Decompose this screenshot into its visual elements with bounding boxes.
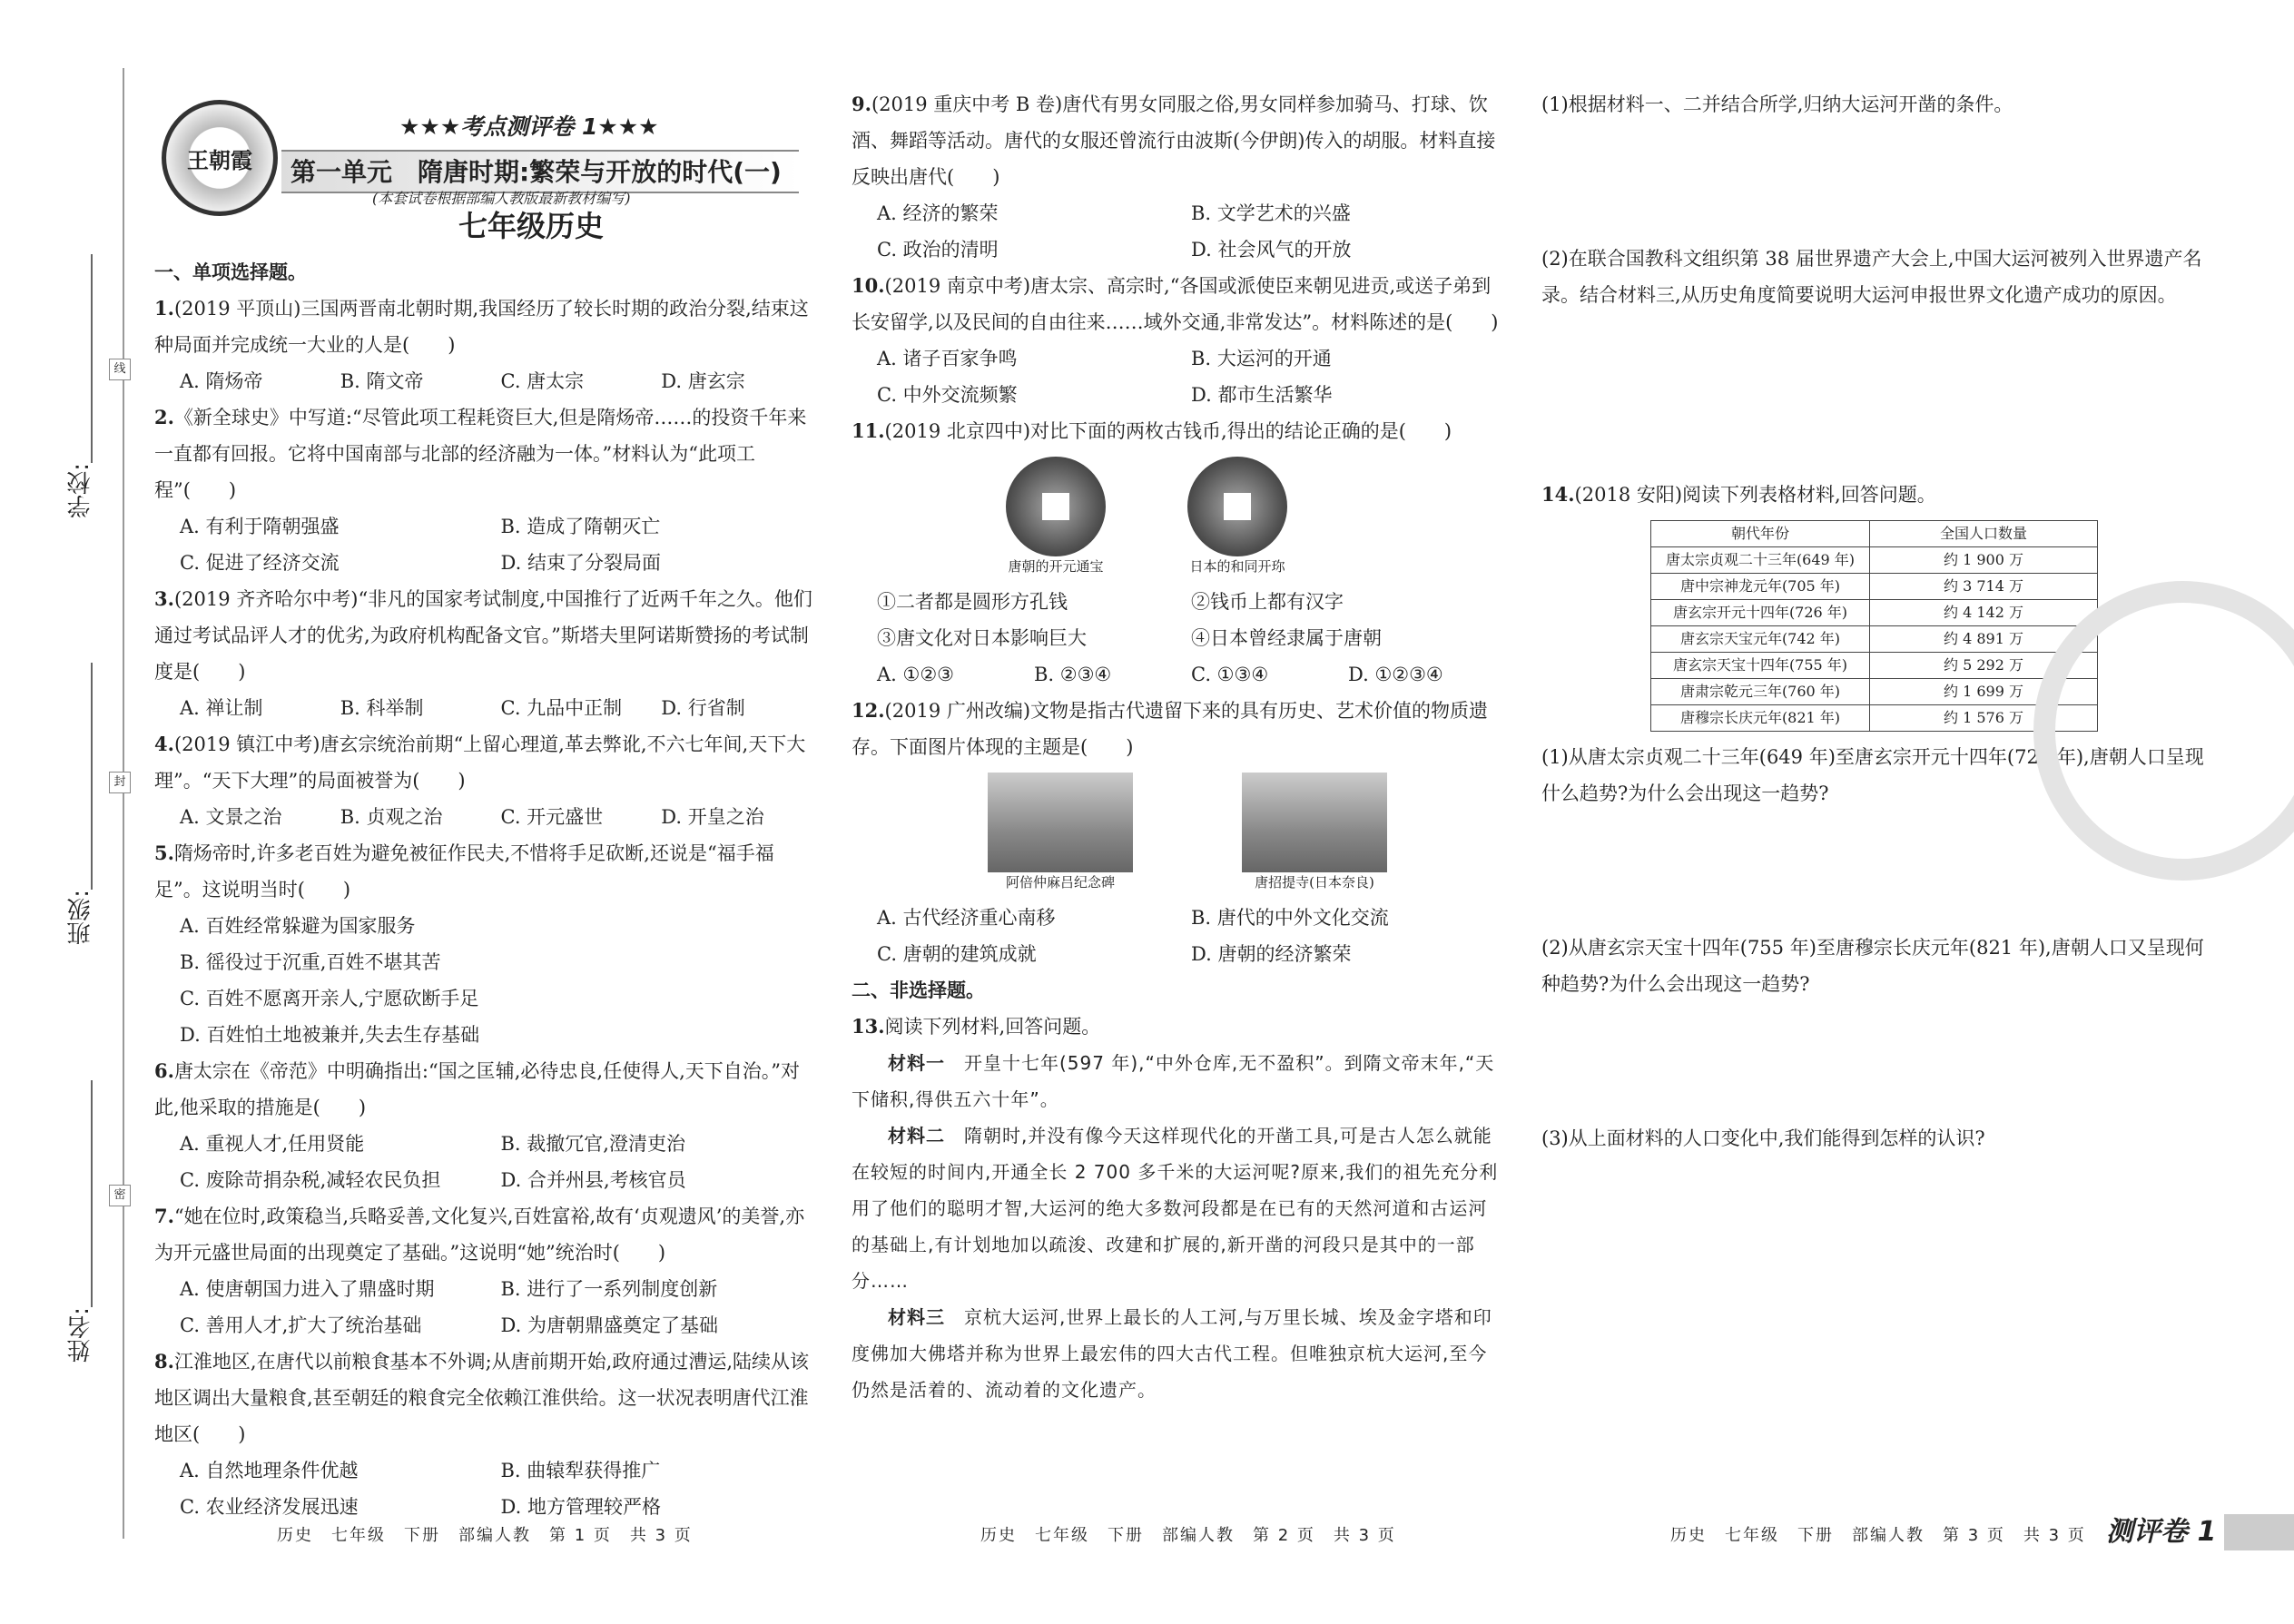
table-header-row <box>1651 521 2098 547</box>
table-cell: 约 1 576 万 <box>1870 705 2098 732</box>
option-d[interactable]: D. 百姓怕土地被兼并,失去生存基础 <box>180 1024 480 1046</box>
option-d[interactable]: D. 都市生活繁华 <box>1191 384 1333 406</box>
option-list <box>154 799 822 835</box>
option-b[interactable]: B. 隋文帝 <box>340 370 424 392</box>
option-list <box>154 508 822 581</box>
option-d[interactable]: D. 唐朝的经济繁荣 <box>1191 943 1352 965</box>
option-d[interactable]: D. ①②③④ <box>1348 664 1443 685</box>
table-row <box>1651 574 2098 600</box>
table-cell: 唐穆宗长庆元年(821 年) <box>1651 705 1870 732</box>
question-stem: (2018 安阳)阅读下列表格材料,回答问题。 <box>1574 484 1936 506</box>
question-stem: 唐太宗在《帝范》中明确指出:“国之匡辅,必待忠良,任使得人,天下自治。”对此,他采取的措施是( ) <box>154 1060 801 1118</box>
option-a[interactable]: A. 使唐朝国力进入了鼎盛时期 <box>180 1278 435 1300</box>
photo-caption: 唐招提寺(日本奈良) <box>1255 874 1374 891</box>
grade-title: 七年级历史 <box>458 209 605 243</box>
seal-mark: 密 <box>109 1185 131 1206</box>
question <box>852 1009 1505 1045</box>
population-table <box>1650 520 2098 732</box>
statement-item: ②钱币上都有汉字 <box>1191 591 1344 613</box>
table-row <box>1651 626 2098 653</box>
name-label: 姓名: <box>67 1307 94 1363</box>
question-stem: (2019 镇江中考)唐玄宗统治前期“上留心理道,革去弊讹,不六七年间,天下大理”。“天下大理”的局面被誉为( ) <box>154 733 806 792</box>
photo-figure <box>988 773 1133 892</box>
table-header-cell: 朝代年份 <box>1651 521 1870 547</box>
option-list <box>154 690 822 726</box>
question-number: 2. <box>154 406 174 428</box>
question-stem: (2019 齐齐哈尔中考)“非凡的国家考试制度,中国推行了近两千年之久。他们通过考试品评人才的优劣,为政府机构配备文官。”斯塔夫里阿诺斯赞扬的考试制度是( ) <box>154 588 812 683</box>
table-cell: 约 3 714 万 <box>1870 574 2098 600</box>
option-d[interactable]: D. 合并州县,考核官员 <box>500 1169 686 1191</box>
question-number: 10. <box>852 274 885 297</box>
question-number: 11. <box>852 419 885 442</box>
question-stem: (2019 广州改编)文物是指古代遗留下来的具有历史、艺术价值的物质遗存。下面图片体现的主题是( ) <box>852 700 1489 758</box>
table-cell: 唐玄宗开元十四年(726 年) <box>1651 600 1870 626</box>
photo-image <box>988 773 1133 872</box>
question-stem: (2019 北京四中)对比下面的两枚古钱币,得出的结论正确的是( ) <box>884 420 1452 442</box>
option-d[interactable]: D. 社会风气的开放 <box>1191 239 1352 261</box>
question <box>852 413 1505 449</box>
option-b[interactable]: B. 科举制 <box>340 697 424 719</box>
question-number: 7. <box>154 1205 174 1227</box>
statement-item: ①二者都是圆形方孔钱 <box>877 591 1068 613</box>
question <box>154 581 822 690</box>
answer-space[interactable] <box>1541 1002 2204 1120</box>
table-cell: 约 4 891 万 <box>1870 626 2098 653</box>
column-2 <box>852 86 1505 1408</box>
table-row <box>1651 547 2098 574</box>
table-cell: 唐太宗贞观二十三年(649 年) <box>1651 547 1870 574</box>
question-number: 8. <box>154 1350 174 1373</box>
name-field[interactable] <box>91 1080 93 1307</box>
logo-text: 王朝霞 <box>187 146 252 173</box>
option-list <box>154 363 822 399</box>
page-footer: 历史 七年级 下册 部编人教 第 3 页 共 3 页 <box>1670 1526 2086 1545</box>
question-stem: “她在位时,政策稳当,兵略妥善,文化复兴,百姓富裕,故有‘贞观遗风’的美誉,亦为开元盛世局面的出现奠定了基础。”这说明“她”统治时( ) <box>154 1206 805 1264</box>
question-stem: 隋炀帝时,许多老百姓为避免被征作民夫,不惜将手足砍断,还说是“福手福足”。这说明当时( ) <box>154 842 774 901</box>
coin-images <box>852 457 1505 576</box>
option-a[interactable]: A. 百姓经常躲避为国家服务 <box>180 915 416 937</box>
material-text: 开皇十七年(597 年),“中外仓库,无不盈积”。到隋文帝末年,“天下储积,得供五六十年”。 <box>852 1052 1495 1110</box>
option-list <box>852 340 1505 413</box>
option-b[interactable]: B. 唐代的中外文化交流 <box>1191 907 1389 929</box>
option-b[interactable]: B. ②③④ <box>1034 664 1112 685</box>
question <box>154 290 822 363</box>
table-cell: 约 5 292 万 <box>1870 653 2098 679</box>
question-stem: 江淮地区,在唐代以前粮食基本不外调;从唐前期开始,政府通过漕运,陆续从该地区调出大量粮食,甚至朝廷的粮食完全依赖江淮供给。这一状况表明唐代江淮地区( ) <box>154 1351 810 1445</box>
material-label: 材料二 <box>888 1125 945 1147</box>
edition-note: (本套试卷根据部编人教版最新教材编写) <box>372 190 631 207</box>
option-a[interactable]: A. 隋炀帝 <box>180 370 263 392</box>
coin-figure <box>1006 457 1106 576</box>
column-1 <box>154 254 822 1525</box>
section-heading: 二、非选择题。 <box>852 979 985 1001</box>
question <box>154 1053 822 1126</box>
option-a[interactable]: A. ①②③ <box>877 664 954 685</box>
photo-images <box>852 773 1505 892</box>
question-number: 4. <box>154 733 174 755</box>
sub-question: (1)根据材料一、二并结合所学,归纳大运河开凿的条件。 <box>1541 94 2013 115</box>
option-a[interactable]: A. 经济的繁荣 <box>877 202 999 224</box>
coin-figure <box>1187 457 1287 576</box>
series-title: ★★★考点测评卷 1★★★ <box>399 113 659 140</box>
photo-caption: 阿倍仲麻吕纪念碑 <box>1005 874 1115 891</box>
seal-mark: 封 <box>109 772 131 793</box>
option-a[interactable]: A. 重视人才,任用贤能 <box>180 1133 365 1155</box>
option-list <box>154 1271 822 1343</box>
option-b[interactable]: B. 曲辕犁获得推广 <box>500 1460 661 1481</box>
table-cell: 约 1 699 万 <box>1870 679 2098 705</box>
question <box>154 1198 822 1271</box>
coin-caption: 日本的和同开珎 <box>1189 558 1285 575</box>
option-list <box>852 900 1505 972</box>
material-label: 材料三 <box>888 1306 945 1328</box>
coin-image <box>1187 457 1287 556</box>
publisher-logo <box>162 100 278 216</box>
page-footer: 历史 七年级 下册 部编人教 第 1 页 共 3 页 <box>277 1526 693 1545</box>
corner-bar <box>2224 1514 2294 1550</box>
question-stem: 《新全球史》中写道:“尽管此项工程耗资巨大,但是隋炀帝……的投资千年来一直都有回报。它将中国南部与北部的经济融为一体。”材料认为“此项工程”( ) <box>154 407 807 501</box>
question-number: 14. <box>1541 483 1575 506</box>
option-a[interactable]: A. 自然地理条件优越 <box>180 1460 359 1481</box>
option-c[interactable]: C. 政治的清明 <box>877 239 999 261</box>
question-stem: (2019 平顶山)三国两晋南北朝时期,我国经历了较长时期的政治分裂,结束这种局面并完成统一大业的人是( ) <box>154 298 809 356</box>
option-c[interactable]: C. 善用人才,扩大了统治基础 <box>180 1314 422 1336</box>
option-list <box>852 195 1505 268</box>
question <box>154 726 822 799</box>
option-c[interactable]: C. 中外交流频繁 <box>877 384 1018 406</box>
option-c[interactable]: C. 废除苛捐杂税,减轻农民负担 <box>180 1169 441 1191</box>
table-row <box>1651 653 2098 679</box>
question-number: 1. <box>154 297 174 320</box>
table-cell: 唐中宗神龙元年(705 年) <box>1651 574 1870 600</box>
option-b[interactable]: B. 进行了一系列制度创新 <box>500 1278 718 1300</box>
material-m2 <box>852 1117 1505 1299</box>
table-cell: 唐肃宗乾元三年(760 年) <box>1651 679 1870 705</box>
option-d[interactable]: D. 为唐朝鼎盛奠定了基础 <box>500 1314 718 1336</box>
question-number: 3. <box>154 587 174 610</box>
option-d[interactable]: D. 地方管理较严格 <box>500 1496 661 1518</box>
coin-caption: 唐朝的开元通宝 <box>1008 558 1104 575</box>
material-m1 <box>852 1045 1505 1117</box>
statement-list <box>852 584 1505 656</box>
option-b[interactable]: B. 造成了隋朝灭亡 <box>500 516 661 537</box>
table-header-cell: 全国人口数量 <box>1870 521 2098 547</box>
question-stem: 阅读下列材料,回答问题。 <box>884 1016 1101 1038</box>
sub-question: (1)从唐太宗贞观二十三年(649 年)至唐玄宗开元十四年(726 年),唐朝人口呈现什么趋势?为什么会出现这一趋势? <box>1541 746 2204 804</box>
sub-question: (2)从唐玄宗天宝十四年(755 年)至唐穆宗长庆元年(821 年),唐朝人口又呈现何种趋势?为什么会出现这一趋势? <box>1541 937 2204 995</box>
table-cell: 约 4 142 万 <box>1870 600 2098 626</box>
question <box>154 1343 822 1452</box>
material-text: 隋朝时,并没有像今天这样现代化的开凿工具,可是古人怎么就能在较短的时间内,开通全长 2 700 多千米的大运河呢?原来,我们的祖先充分利用了他们的聪明才智,大运河的绝大多数河段都是在已有的天然河道和古运河的基础上,有计划地加以疏浚、改建和扩展的,新开凿的河段只是其中的一部分…… <box>852 1125 1499 1292</box>
option-a[interactable]: A. 古代经济重心南移 <box>877 907 1056 929</box>
question-number: 9. <box>852 93 871 115</box>
option-c[interactable]: C. ①③④ <box>1191 664 1269 685</box>
question <box>852 268 1505 340</box>
option-c[interactable]: C. 农业经济发展迅速 <box>180 1496 359 1518</box>
table-row <box>1651 679 2098 705</box>
sub-question: (2)在联合国教科文组织第 38 届世界遗产大会上,中国大运河被列入世界遗产名录。结合材料三,从历史角度简要说明大运河申报世界文化遗产成功的原因。 <box>1541 248 2202 306</box>
option-d[interactable]: D. 结束了分裂局面 <box>500 552 661 574</box>
option-list <box>154 908 822 1053</box>
question <box>852 693 1505 765</box>
table-row <box>1651 705 2098 732</box>
seal-mark: 线 <box>109 359 131 380</box>
table-row <box>1651 600 2098 626</box>
sub-question: (3)从上面材料的人口变化中,我们能得到怎样的认识? <box>1541 1127 1985 1149</box>
option-c[interactable]: C. 百姓不愿离开亲人,宁愿砍断手足 <box>180 988 479 1009</box>
option-b[interactable]: B. 贞观之治 <box>340 806 443 828</box>
corner-label: 测评卷 1 <box>2106 1516 2217 1548</box>
option-list <box>154 1452 822 1525</box>
option-c[interactable]: C. 唐太宗 <box>500 370 585 392</box>
question-number: 13. <box>852 1015 885 1038</box>
option-a[interactable]: A. 禅让制 <box>180 697 263 719</box>
question-number: 6. <box>154 1059 174 1082</box>
school-field[interactable] <box>91 254 93 463</box>
option-b[interactable]: B. 徭役过于沉重,百姓不堪其苦 <box>180 951 441 973</box>
option-b[interactable]: B. 大运河的开通 <box>1191 348 1332 369</box>
question-stem: (2019 南京中考)唐太宗、高宗时,“各国或派使臣来朝见进贡,或送子弟到长安留学,以及民间的自由往来……域外交通,非常发达”。材料陈述的是( ) <box>852 275 1499 333</box>
option-d[interactable]: D. 开皇之治 <box>661 806 764 828</box>
option-a[interactable]: A. 诸子百家争鸣 <box>877 348 1018 369</box>
question-stem: (2019 重庆中考 B 卷)唐代有男女同服之俗,男女同样参加骑马、打球、饮酒、舞蹈等活动。唐代的女服还曾流行由波斯(今伊朗)传入的胡服。材料直接反映出唐代( ) <box>852 94 1496 188</box>
question <box>1541 477 2204 513</box>
material-m3 <box>852 1299 1505 1408</box>
option-list <box>852 656 1505 693</box>
photo-figure <box>1242 773 1387 892</box>
statement-item: ③唐文化对日本影响巨大 <box>877 627 1087 649</box>
table-cell: 唐玄宗天宝元年(742 年) <box>1651 626 1870 653</box>
binding-line <box>123 68 124 1539</box>
option-a[interactable]: A. 文景之治 <box>180 806 282 828</box>
option-c[interactable]: C. 九品中正制 <box>500 697 623 719</box>
class-label: 班级: <box>67 890 94 945</box>
option-a[interactable]: A. 有利于隋朝强盛 <box>180 516 340 537</box>
option-b[interactable]: B. 文学艺术的兴盛 <box>1191 202 1351 224</box>
question-number: 12. <box>852 699 885 722</box>
option-c[interactable]: C. 唐朝的建筑成就 <box>877 943 1037 965</box>
question <box>852 86 1505 195</box>
table-cell: 唐玄宗天宝十四年(755 年) <box>1651 653 1870 679</box>
photo-image <box>1242 773 1387 872</box>
page-footer: 历史 七年级 下册 部编人教 第 2 页 共 3 页 <box>980 1526 1396 1545</box>
answer-space[interactable] <box>1541 313 2204 477</box>
coin-image <box>1006 457 1106 556</box>
material-label: 材料一 <box>888 1052 945 1074</box>
option-d[interactable]: D. 唐玄宗 <box>661 370 745 392</box>
section-heading: 一、单项选择题。 <box>154 261 307 283</box>
option-b[interactable]: B. 裁撤冗官,澄清吏治 <box>500 1133 685 1155</box>
table-cell: 约 1 900 万 <box>1870 547 2098 574</box>
material-text: 京杭大运河,世界上最长的人工河,与万里长城、埃及金字塔和印度佛加大佛塔并称为世界上最宏伟的四大古代工程。但唯独京杭大运河,至今仍然是活着的、流动着的文化遗产。 <box>852 1306 1492 1401</box>
answer-space[interactable] <box>1541 123 2204 241</box>
option-d[interactable]: D. 行省制 <box>661 697 745 719</box>
unit-title: 第一单元 隋唐时期:繁荣与开放的时代(一) <box>290 157 782 187</box>
class-field[interactable] <box>91 663 93 890</box>
option-list <box>154 1126 822 1198</box>
question <box>154 399 822 508</box>
option-c[interactable]: C. 开元盛世 <box>500 806 604 828</box>
school-label: 学校: <box>67 463 94 518</box>
option-c[interactable]: C. 促进了经济交流 <box>180 552 340 574</box>
question-number: 5. <box>154 842 174 864</box>
statement-item: ④日本曾经隶属于唐朝 <box>1191 627 1382 649</box>
question <box>154 835 822 908</box>
